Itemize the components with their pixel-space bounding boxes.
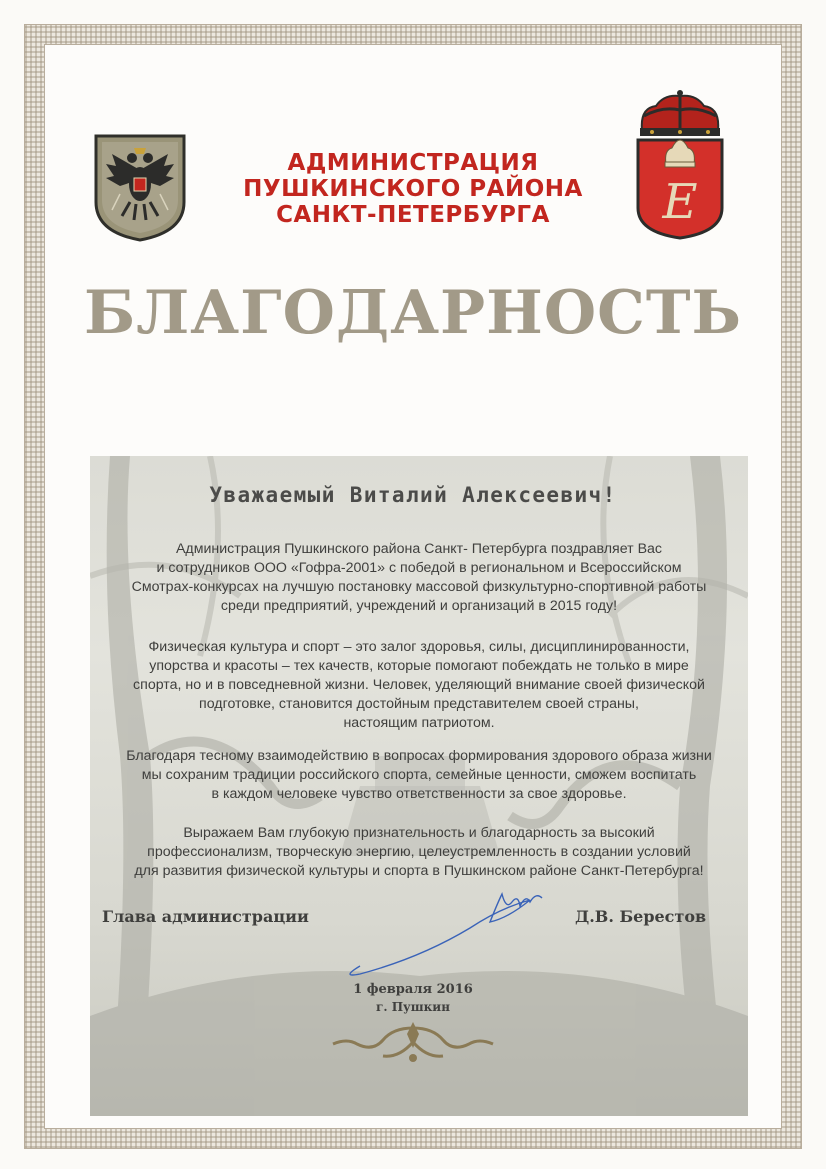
paragraph-line: настоящим патриотом.: [343, 715, 495, 731]
issuer-line: САНКТ-ПЕТЕРБУРГА: [276, 202, 550, 228]
greeting: Уважаемый Виталий Алексеевич!: [209, 483, 617, 507]
signatory-position: Глава администрации: [102, 907, 309, 926]
body-paragraph: [92, 540, 746, 616]
paragraph-line: в каждом человеке чувство ответственности за свое здоровье.: [211, 786, 627, 802]
certificate-heading: БЛАГОДАРНОСТЬ: [83, 278, 743, 348]
paragraph-line: Благодаря тесному взаимодействию в вопросах формирования здорового образа жизни: [126, 748, 712, 764]
issuer-line: ПУШКИНСКОГО РАЙОНА: [243, 176, 583, 202]
paragraph-line: Администрация Пушкинского района Санкт- Петербурга поздравляет Вас: [175, 541, 663, 557]
body-paragraph: [92, 824, 746, 881]
signature-icon: [330, 888, 550, 988]
paragraph-line: Выражаем Вам глубокую признательность и благодарность за высокий: [183, 825, 655, 841]
paragraph-line: подготовке, становится достойным представителем своей страны,: [199, 696, 639, 712]
issue-date: 1 февраля 2016: [353, 982, 473, 997]
issuer-line: АДМИНИСТРАЦИЯ: [287, 150, 539, 176]
paragraph-line: Смотрах-конкурсах на лучшую постановку массовой физкультурно-спортивной работы: [131, 579, 707, 595]
paragraph-line: среди предприятий, учреждений и организаций в 2015 году!: [220, 598, 618, 614]
body-paragraph: [92, 747, 746, 804]
paragraph-line: профессионализм, творческую энергию, целеустремленность в создании условий: [147, 844, 691, 860]
paragraph-line: для развития физической культуры и спорта в Пушкинском районе Санкт-Петербурга!: [134, 863, 704, 879]
ornament-icon: [313, 1018, 513, 1068]
signatory-name: Д.В. Берестов: [575, 907, 707, 926]
paragraph-line: Физическая культура и спорт – это залог здоровья, силы, дисциплинированности,: [148, 639, 690, 655]
paragraph-line: упорства и красоты – тех качеств, которые помогают побеждать не только в мире: [149, 658, 689, 674]
body-paragraph: [92, 638, 746, 733]
paragraph-line: спорта, но и в повседневной жизни. Человек, уделяющий внимание своей физической: [133, 677, 705, 693]
issue-place: г. Пушкин: [376, 1000, 450, 1014]
issuer-title: [190, 150, 636, 228]
svg-text:Е: Е: [662, 174, 698, 230]
right-emblem-icon: [634, 90, 726, 240]
left-emblem-icon: [92, 132, 188, 244]
paragraph-line: и сотрудников ООО «Гофра-2001» с победой в региональном и Всероссийском: [156, 560, 682, 576]
paragraph-line: мы сохраним традиции российского спорта, семейные ценности, сможем воспитать: [141, 767, 697, 783]
